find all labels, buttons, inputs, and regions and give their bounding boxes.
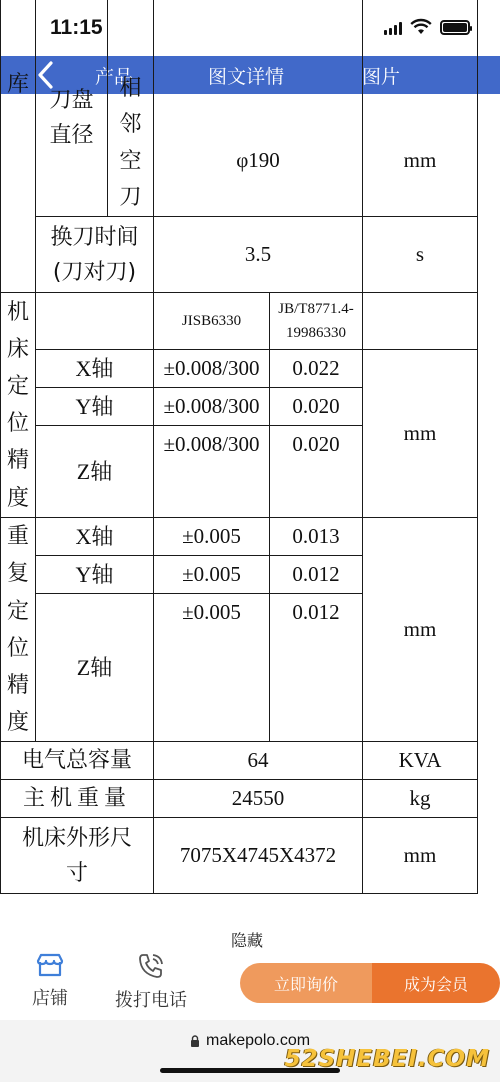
bottom-toolbar <box>0 916 500 1082</box>
standard-header-cell: JISB6330 <box>154 293 270 350</box>
url-text: makepolo.com <box>206 1032 311 1049</box>
table-row <box>1 217 478 293</box>
table-row <box>1 742 478 780</box>
spec-value-cell: 0.022 <box>270 350 363 388</box>
axis-cell: X轴 <box>36 350 154 388</box>
table-row <box>1 293 478 350</box>
become-member-button[interactable]: 成为会员 <box>372 963 500 1003</box>
spec-unit-cell: mm <box>363 518 478 742</box>
axis-cell: Y轴 <box>36 556 154 594</box>
spec-unit-cell: KVA <box>363 742 478 780</box>
spec-value-cell: 0.020 <box>270 426 363 518</box>
spec-value-cell: ±0.005 <box>154 594 270 742</box>
spec-name-cell: 主机重量 <box>1 780 154 818</box>
watermark-logo: 52SHEBEI.COM <box>284 1046 490 1072</box>
store-icon <box>36 952 64 978</box>
empty-cell <box>363 293 478 350</box>
phone-icon <box>137 952 165 980</box>
axis-cell: Z轴 <box>36 594 154 742</box>
table-row <box>1 350 478 388</box>
table-row <box>1 518 478 556</box>
spec-value-cell: 7075X4745X4372 <box>154 818 363 894</box>
spec-unit-cell: mm <box>363 350 478 518</box>
spec-value-cell: ±0.005 <box>154 518 270 556</box>
status-time: 11:15 <box>50 16 103 39</box>
spec-value-cell: ±0.008/300 <box>154 388 270 426</box>
spec-unit-cell: kg <box>363 780 478 818</box>
lock-icon <box>190 1035 200 1047</box>
spec-name-cell: 换刀时间 (刀对刀) <box>36 217 154 293</box>
table-row <box>1 780 478 818</box>
spec-value-cell: 0.012 <box>270 556 363 594</box>
spec-value-cell: 3.5 <box>154 217 363 293</box>
spec-value-cell: ±0.005 <box>154 556 270 594</box>
category-cell: 重 复 定 位 精 度 <box>1 518 36 742</box>
axis-cell: Z轴 <box>36 426 154 518</box>
tab-product[interactable]: 产品 <box>95 66 134 88</box>
hide-link[interactable]: 隐藏 <box>231 931 264 950</box>
spec-value-cell: 64 <box>154 742 363 780</box>
spec-value-cell: φ190 <box>154 0 363 217</box>
category-cell: 机 床 定 位 精 度 <box>1 293 36 518</box>
spec-name-cell: 机床外形尺 寸 <box>1 818 154 894</box>
axis-cell: Y轴 <box>36 388 154 426</box>
call-label: 拨打电话 <box>115 990 187 1011</box>
spec-unit-cell: s <box>363 217 478 293</box>
table-row <box>1 0 478 217</box>
empty-cell <box>36 293 154 350</box>
spec-name-cell: 刀盘 直径 <box>36 0 108 217</box>
spec-value-cell: 0.013 <box>270 518 363 556</box>
inquiry-button[interactable]: 立即询价 <box>240 963 372 1003</box>
axis-cell: X轴 <box>36 518 154 556</box>
spec-value-cell: ±0.008/300 <box>154 350 270 388</box>
spec-value-cell: 0.012 <box>270 594 363 742</box>
spec-unit-cell: mm <box>363 0 478 217</box>
store-label: 店铺 <box>32 988 68 1009</box>
store-button[interactable] <box>28 952 72 1010</box>
tab-details[interactable]: 图文详情 <box>208 66 285 88</box>
spec-unit-cell: mm <box>363 818 478 894</box>
table-row <box>1 818 478 894</box>
call-button[interactable] <box>108 952 194 1012</box>
tab-images[interactable]: 图片 <box>362 66 401 88</box>
standard-header-cell: JB/T8771.4- 19986330 <box>270 293 363 350</box>
spec-subname-cell: 相 邻 空 刀 <box>108 0 154 217</box>
spec-value-cell: 0.020 <box>270 388 363 426</box>
category-cell: 库 <box>1 0 36 293</box>
spec-value-cell: 24550 <box>154 780 363 818</box>
spec-name-cell: 电气总容量 <box>1 742 154 780</box>
spec-value-cell: ±0.008/300 <box>154 426 270 518</box>
